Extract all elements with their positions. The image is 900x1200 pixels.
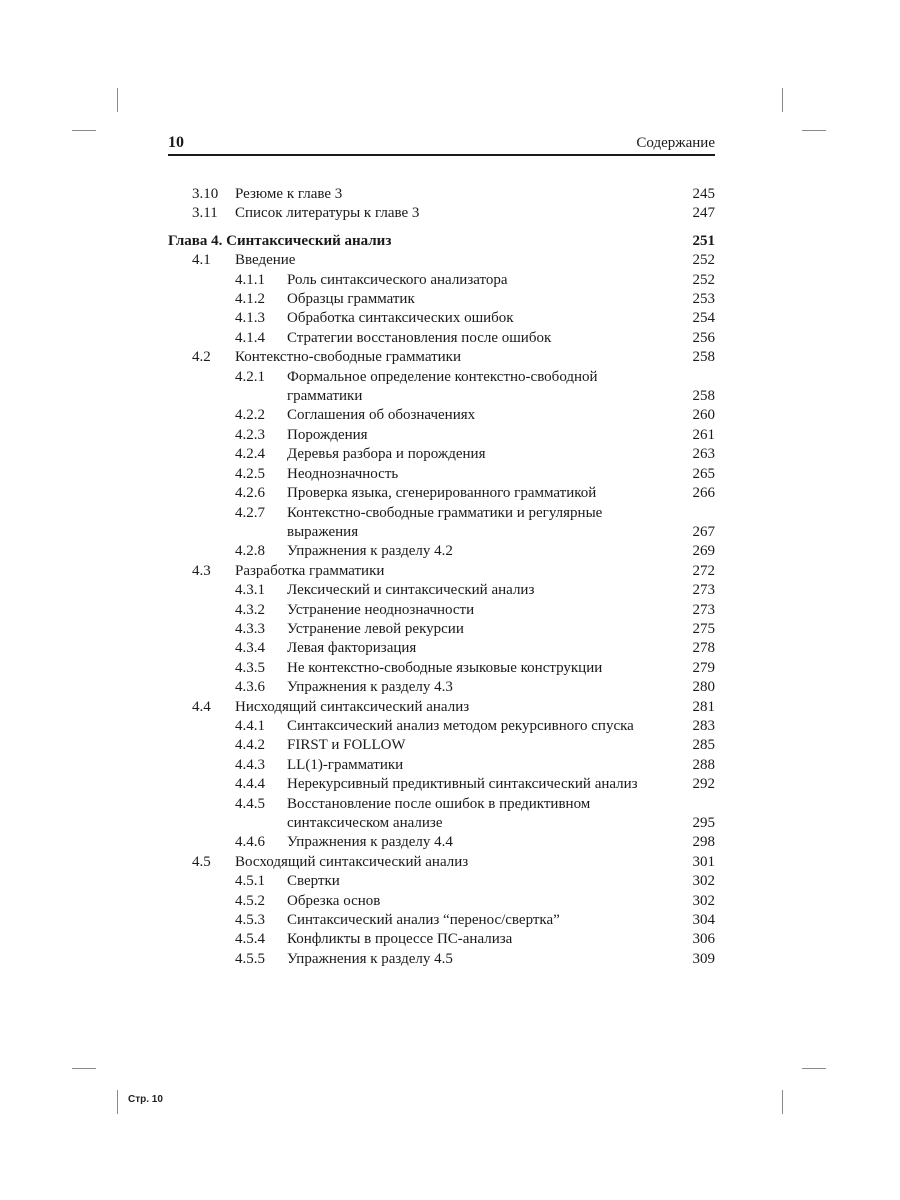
toc-section-entry[interactable] — [168, 251, 715, 270]
toc-subsection-entry[interactable] — [168, 950, 715, 969]
toc-entry-page: 301 — [692, 853, 715, 870]
toc-section-entry[interactable] — [168, 853, 715, 872]
header-rule — [168, 154, 715, 156]
crop-mark-bottom-left-h — [72, 1068, 96, 1069]
toc-entry-page: 309 — [692, 950, 715, 967]
toc-entry-page: 304 — [692, 912, 715, 929]
toc-subsection-entry[interactable] — [168, 833, 715, 852]
toc-entry-title: Восходящий синтаксический анализ — [235, 853, 469, 870]
toc-entry-page: 281 — [692, 698, 715, 715]
crop-mark-bottom-right-h — [802, 1068, 826, 1069]
toc-subsection-entry[interactable] — [168, 542, 715, 561]
toc-subsection-entry[interactable] — [168, 465, 715, 484]
toc-entry-page: 263 — [692, 446, 715, 463]
toc-entry-number: 4.3.5 — [235, 659, 265, 676]
toc-entry-page: 273 — [692, 582, 715, 599]
toc-entry-number: 4.1.2 — [235, 291, 265, 308]
toc-entry-title: Соглашения об обозначениях — [287, 407, 476, 424]
toc-section-entry[interactable] — [168, 204, 715, 223]
toc-entry-title: Контекстно-свободные грамматики и регулярные выражения — [287, 504, 603, 540]
toc-entry-number: 4.1 — [192, 252, 211, 269]
toc-entry-title: Свертки — [287, 873, 340, 890]
toc-section-entry[interactable] — [168, 698, 715, 717]
toc-entry-number: 3.10 — [192, 186, 219, 202]
toc-entry-title: Обработка синтаксических ошибок — [287, 310, 514, 327]
toc-entry-page: 272 — [692, 562, 715, 579]
toc-entry-title: Конфликты в процессе ПС-анализа — [287, 931, 513, 948]
toc-entry-number: 4.1.1 — [235, 271, 265, 288]
toc-entry-page: 280 — [692, 679, 715, 696]
toc-entry-title: Введение — [235, 252, 296, 269]
toc-entry-page: 285 — [692, 737, 715, 754]
toc-entry-number: 4.2.4 — [235, 446, 265, 463]
toc-subsection-entry[interactable] — [168, 290, 715, 309]
toc-entry-title: Проверка языка, сгенерированного грамматикой — [287, 485, 597, 502]
toc-entry-number: 4.2.1 — [235, 368, 265, 385]
toc-entry-title: LL(1)-грамматики — [287, 756, 404, 773]
crop-mark-top-right-h — [802, 130, 826, 131]
toc-entry-title: Роль синтаксического анализатора — [287, 271, 508, 288]
toc-entry-page: 306 — [692, 931, 715, 948]
toc-entry-title: Устранение левой рекурсии — [287, 620, 464, 637]
toc-entry-title: Обрезка основ — [287, 892, 381, 909]
toc-subsection-entry[interactable] — [168, 445, 715, 464]
toc-entry-page: 295 — [692, 815, 715, 831]
toc-entry-number: 4.3.4 — [235, 640, 265, 657]
toc-subsection-entry[interactable] — [168, 504, 715, 543]
toc-subsection-entry[interactable] — [168, 581, 715, 600]
toc-entry-page: 292 — [692, 776, 715, 793]
toc-entry-number: 4.4.4 — [235, 776, 265, 793]
toc-entry-number: 4.4.2 — [235, 737, 265, 754]
toc-chapter-entry[interactable] — [168, 232, 715, 251]
toc-entry-number: 4.5.4 — [235, 931, 265, 948]
toc-entry-number: 4.1.3 — [235, 310, 265, 327]
toc-entry-title: FIRST и FOLLOW — [287, 737, 406, 754]
toc-entry-page: 260 — [692, 407, 715, 424]
toc-entry-title: Нисходящий синтаксический анализ — [235, 698, 470, 715]
toc-entry-page: 275 — [692, 620, 715, 637]
toc-subsection-entry[interactable] — [168, 329, 715, 348]
crop-mark-bottom-left — [117, 1090, 118, 1114]
toc-entry-title: Разработка грамматики — [235, 562, 385, 579]
toc-subsection-entry[interactable] — [168, 872, 715, 891]
toc-entry-title: Деревья разбора и порождения — [287, 446, 486, 463]
table-of-contents — [168, 185, 715, 969]
toc-subsection-entry[interactable] — [168, 717, 715, 736]
toc-section-entry[interactable] — [168, 348, 715, 367]
toc-entry-page: 273 — [692, 601, 715, 618]
toc-subsection-entry[interactable] — [168, 795, 715, 834]
toc-entry-number: 4.3.3 — [235, 620, 265, 637]
toc-entry-title: Упражнения к разделу 4.4 — [287, 834, 453, 851]
toc-subsection-entry[interactable] — [168, 756, 715, 775]
toc-entry-title: Восстановление после ошибок в предиктивном синтаксическом анализе — [287, 795, 591, 831]
toc-entry-page: 288 — [692, 756, 715, 773]
toc-entry-number: 4.5.3 — [235, 912, 265, 929]
toc-entry-page: 267 — [692, 523, 715, 540]
toc-subsection-entry[interactable] — [168, 639, 715, 658]
toc-subsection-entry[interactable] — [168, 892, 715, 911]
toc-entry-title: Левая факторизация — [287, 640, 417, 657]
toc-entry-number: 4.2.8 — [235, 543, 265, 560]
header-page-number: 10 — [168, 134, 184, 151]
toc-entry-number: 4.3 — [192, 562, 211, 579]
toc-entry-page: 302 — [692, 892, 715, 909]
toc-subsection-entry[interactable] — [168, 620, 715, 639]
toc-entry-page: 269 — [692, 543, 715, 560]
toc-entry-page: 251 — [692, 232, 715, 249]
toc-entry-title: Список литературы к главе 3 — [235, 205, 420, 222]
toc-entry-page: 253 — [692, 291, 715, 308]
toc-entry-title: Контекстно-свободные грамматики — [235, 349, 461, 366]
toc-entry-number: 4.5 — [192, 853, 211, 870]
crop-mark-bottom-right — [782, 1090, 783, 1114]
toc-entry-number: 4.4.5 — [235, 795, 265, 812]
toc-entry-number: 4.4.1 — [235, 717, 265, 734]
toc-entry-title: Порождения — [287, 426, 368, 443]
toc-subsection-entry[interactable] — [168, 601, 715, 620]
toc-entry-title: Глава 4. Синтаксический анализ — [168, 232, 392, 249]
toc-entry-page: 247 — [692, 205, 715, 222]
toc-subsection-entry[interactable] — [168, 678, 715, 697]
toc-entry-page: 298 — [692, 834, 715, 851]
toc-entry-page: 256 — [692, 329, 715, 346]
toc-entry-title: Нерекурсивный предиктивный синтаксический анализ — [287, 776, 638, 793]
toc-entry-number: 4.2.3 — [235, 426, 265, 443]
toc-entry-number: 4.5.2 — [235, 892, 265, 909]
toc-entry-title: Синтаксический анализ методом рекурсивного спуска — [287, 717, 634, 734]
toc-entry-page: 278 — [692, 640, 715, 657]
footer-page-label: Стр. 10 — [128, 1094, 163, 1105]
crop-mark-top-left-h — [72, 130, 96, 131]
toc-subsection-entry[interactable] — [168, 271, 715, 290]
toc-entry-number: 4.3.1 — [235, 582, 265, 599]
toc-entry-number: 4.4 — [192, 698, 211, 715]
toc-subsection-entry[interactable] — [168, 911, 715, 930]
toc-subsection-entry[interactable] — [168, 406, 715, 425]
toc-entry-number: 4.2.7 — [235, 504, 265, 521]
toc-entry-number: 4.1.4 — [235, 329, 265, 346]
toc-entry-page: 283 — [692, 717, 715, 734]
toc-subsection-entry[interactable] — [168, 426, 715, 445]
crop-mark-top-right — [782, 88, 783, 112]
toc-subsection-entry[interactable] — [168, 368, 715, 407]
toc-entry-page: 252 — [692, 271, 715, 288]
toc-entry-page: 252 — [692, 252, 715, 269]
toc-subsection-entry[interactable] — [168, 484, 715, 503]
toc-entry-title: Формальное определение контекстно-свободной грамматики — [287, 368, 598, 405]
toc-entry-number: 4.2.2 — [235, 407, 265, 424]
toc-entry-page: 266 — [692, 485, 715, 502]
toc-entry-number: 4.4.3 — [235, 756, 265, 773]
toc-entry-page: 261 — [692, 426, 715, 443]
toc-entry-page: 245 — [692, 186, 715, 202]
toc-entry-page: 258 — [692, 349, 715, 366]
toc-entry-page: 254 — [692, 310, 715, 327]
toc-subsection-entry[interactable] — [168, 309, 715, 328]
toc-entry-title: Упражнения к разделу 4.5 — [287, 950, 453, 967]
toc-entry-number: 4.4.6 — [235, 834, 265, 851]
toc-entry-number: 3.11 — [192, 205, 218, 222]
toc-entry-title: Лексический и синтаксический анализ — [287, 582, 535, 599]
toc-entry-title: Синтаксический анализ “перенос/свертка” — [287, 912, 560, 929]
header-title: Содержание — [636, 135, 715, 151]
toc-entry-page: 258 — [692, 388, 715, 405]
toc-entry-page: 279 — [692, 659, 715, 676]
toc-entry-title: Устранение неоднозначности — [287, 601, 475, 618]
toc-entry-number: 4.2.6 — [235, 485, 265, 502]
toc-section-entry[interactable] — [168, 562, 715, 581]
toc-entry-number: 4.2 — [192, 349, 211, 366]
toc-section-entry[interactable] — [168, 185, 715, 204]
toc-entry-title: Упражнения к разделу 4.3 — [287, 679, 453, 696]
running-header — [168, 134, 715, 156]
toc-entry-number: 4.2.5 — [235, 465, 265, 482]
crop-mark-top-left — [117, 88, 118, 112]
toc-subsection-entry[interactable] — [168, 659, 715, 678]
toc-entry-number: 4.5.5 — [235, 950, 265, 967]
toc-entry-title: Резюме к главе 3 — [235, 186, 343, 202]
toc-entry-title: Образцы грамматик — [287, 291, 415, 308]
toc-entry-number: 4.3.6 — [235, 679, 265, 696]
toc-entry-page: 302 — [692, 873, 715, 890]
toc-entry-number: 4.3.2 — [235, 601, 265, 618]
toc-entry-page: 265 — [692, 465, 715, 482]
toc-subsection-entry[interactable] — [168, 736, 715, 755]
toc-entry-title: Неоднозначность — [287, 465, 399, 482]
toc-subsection-entry[interactable] — [168, 775, 715, 794]
toc-subsection-entry[interactable] — [168, 930, 715, 949]
toc-entry-title: Не контекстно-свободные языковые конструкции — [287, 659, 603, 676]
toc-entry-title: Упражнения к разделу 4.2 — [287, 543, 453, 560]
toc-entry-title: Стратегии восстановления после ошибок — [287, 329, 552, 346]
toc-entry-number: 4.5.1 — [235, 873, 265, 890]
